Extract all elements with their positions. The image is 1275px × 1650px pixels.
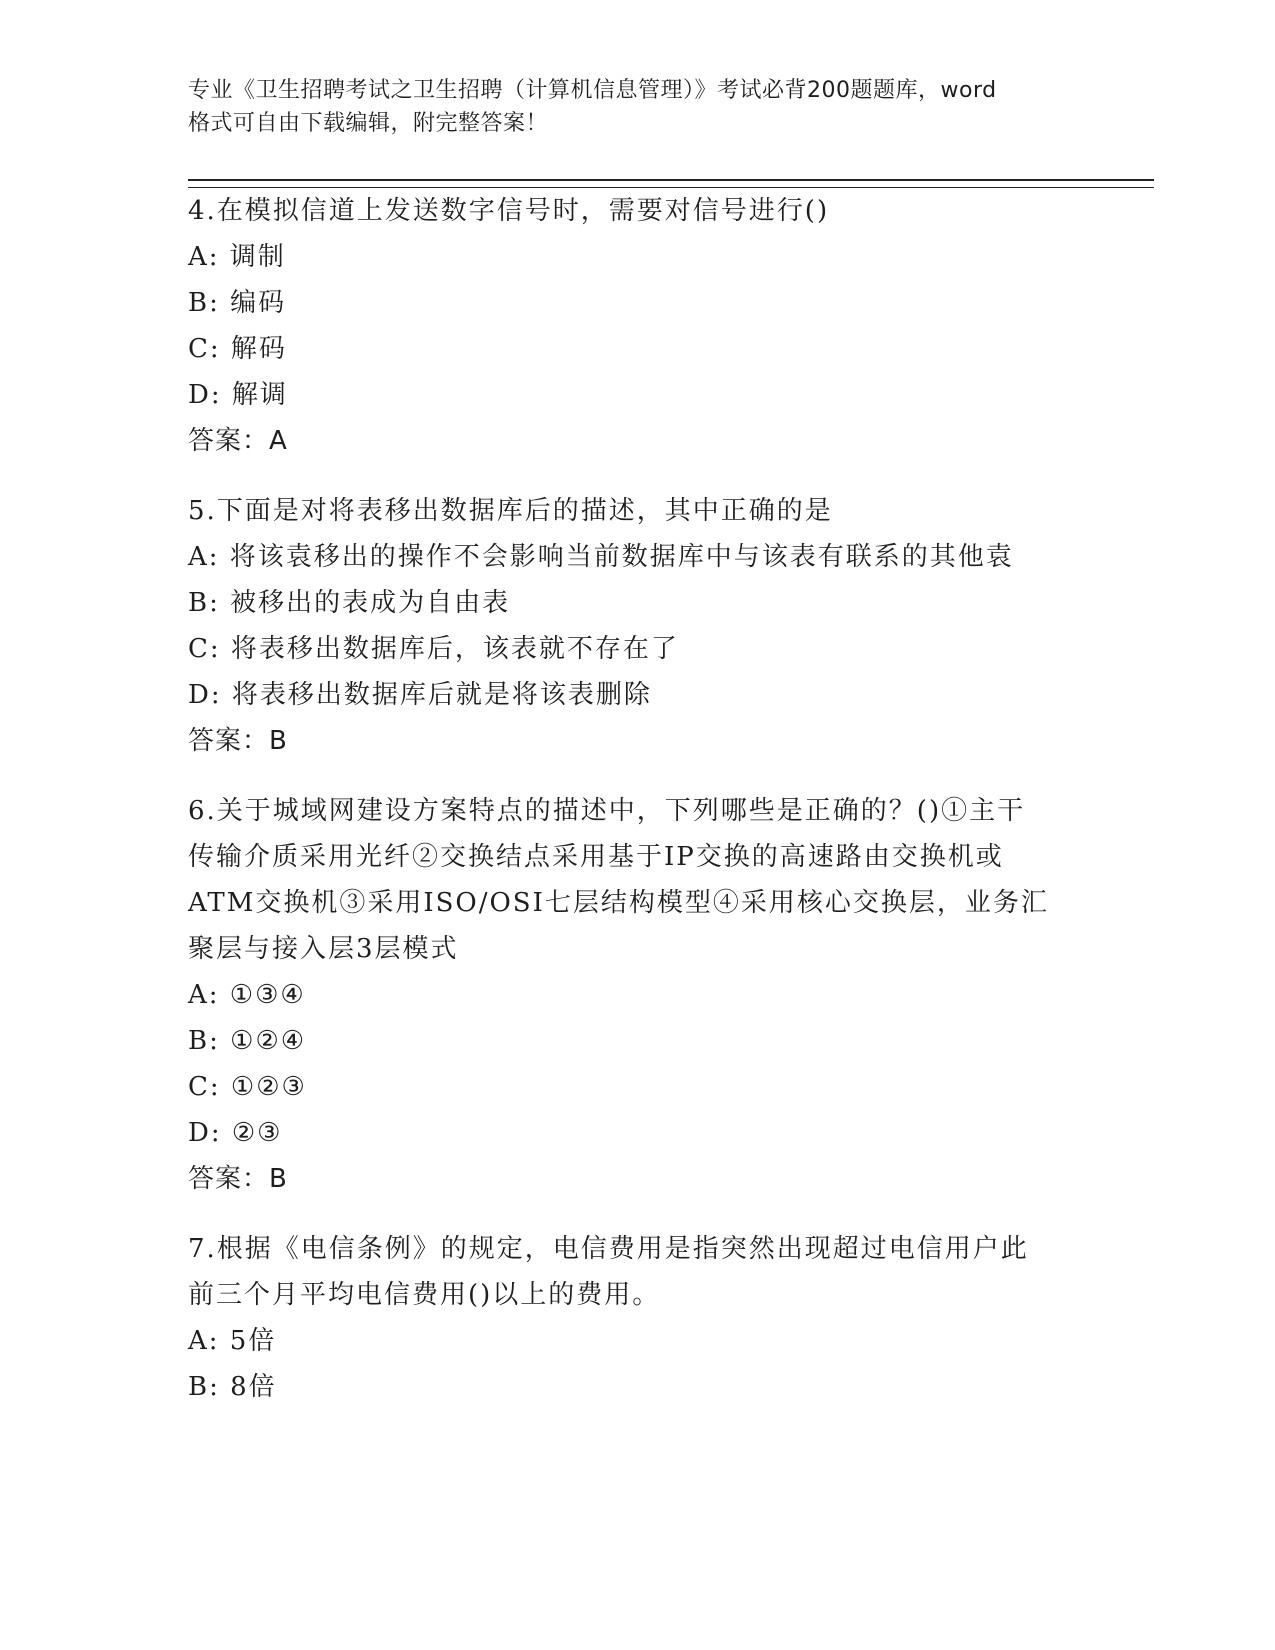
answer-line: 答案：B	[188, 1164, 288, 1194]
question-stem: 5.下面是对将表移出数据库后的描述，其中正确的是	[188, 496, 833, 526]
option-a: A: 将该袁移出的操作不会影响当前数据库中与该表有联系的其他袁	[188, 542, 1014, 572]
question-stem: 4.在模拟信道上发送数字信号时，需要对信号进行()	[188, 196, 830, 226]
document-header	[188, 74, 1088, 140]
question-stem-line-3: ATM交换机③采用ISO/OSI七层结构模型④采用核心交换层，业务汇	[188, 888, 1049, 918]
question-stem-line-2: 传输介质采用光纤②交换结点采用基于IP交换的高速路由交换机或	[188, 842, 1004, 872]
option-d: D: 将表移出数据库后就是将该表删除	[188, 680, 652, 710]
question-5	[188, 488, 1088, 764]
option-b: B: ①②④	[188, 1026, 307, 1056]
question-7	[188, 1226, 1088, 1410]
header-line-1: 专业《卫生招聘考试之卫生招聘（计算机信息管理）》考试必背200题题库，word	[188, 78, 997, 103]
option-d: D: 解调	[188, 380, 288, 410]
option-c: C: ①②③	[188, 1072, 307, 1102]
answer-line: 答案：B	[188, 726, 288, 756]
option-a: A: 调制	[188, 242, 286, 272]
option-c: C: 解码	[188, 334, 287, 364]
answer-line: 答案：A	[188, 426, 288, 456]
option-d: D: ②③	[188, 1118, 283, 1148]
option-b: B: 被移出的表成为自由表	[188, 588, 511, 618]
question-stem-line-1: 7.根据《电信条例》的规定，电信费用是指突然出现超过电信用户此	[188, 1234, 1029, 1264]
question-stem-line-2: 前三个月平均电信费用()以上的费用。	[188, 1280, 661, 1310]
option-b: B: 编码	[188, 288, 287, 318]
question-stem-line-4: 聚层与接入层3层模式	[188, 934, 459, 964]
option-a: A: ①③④	[188, 980, 306, 1010]
question-4	[188, 188, 1088, 464]
option-a: A: 5倍	[188, 1326, 277, 1356]
question-stem-line-1: 6.关于城域网建设方案特点的描述中，下列哪些是正确的？()①主干	[188, 796, 1026, 826]
question-6	[188, 788, 1088, 1202]
question-list	[188, 188, 1088, 1434]
header-divider	[188, 179, 1154, 188]
option-b: B: 8倍	[188, 1372, 277, 1402]
header-line-2: 格式可自由下载编辑，附完整答案！	[188, 111, 549, 136]
option-c: C: 将表移出数据库后，该表就不存在了	[188, 634, 679, 664]
